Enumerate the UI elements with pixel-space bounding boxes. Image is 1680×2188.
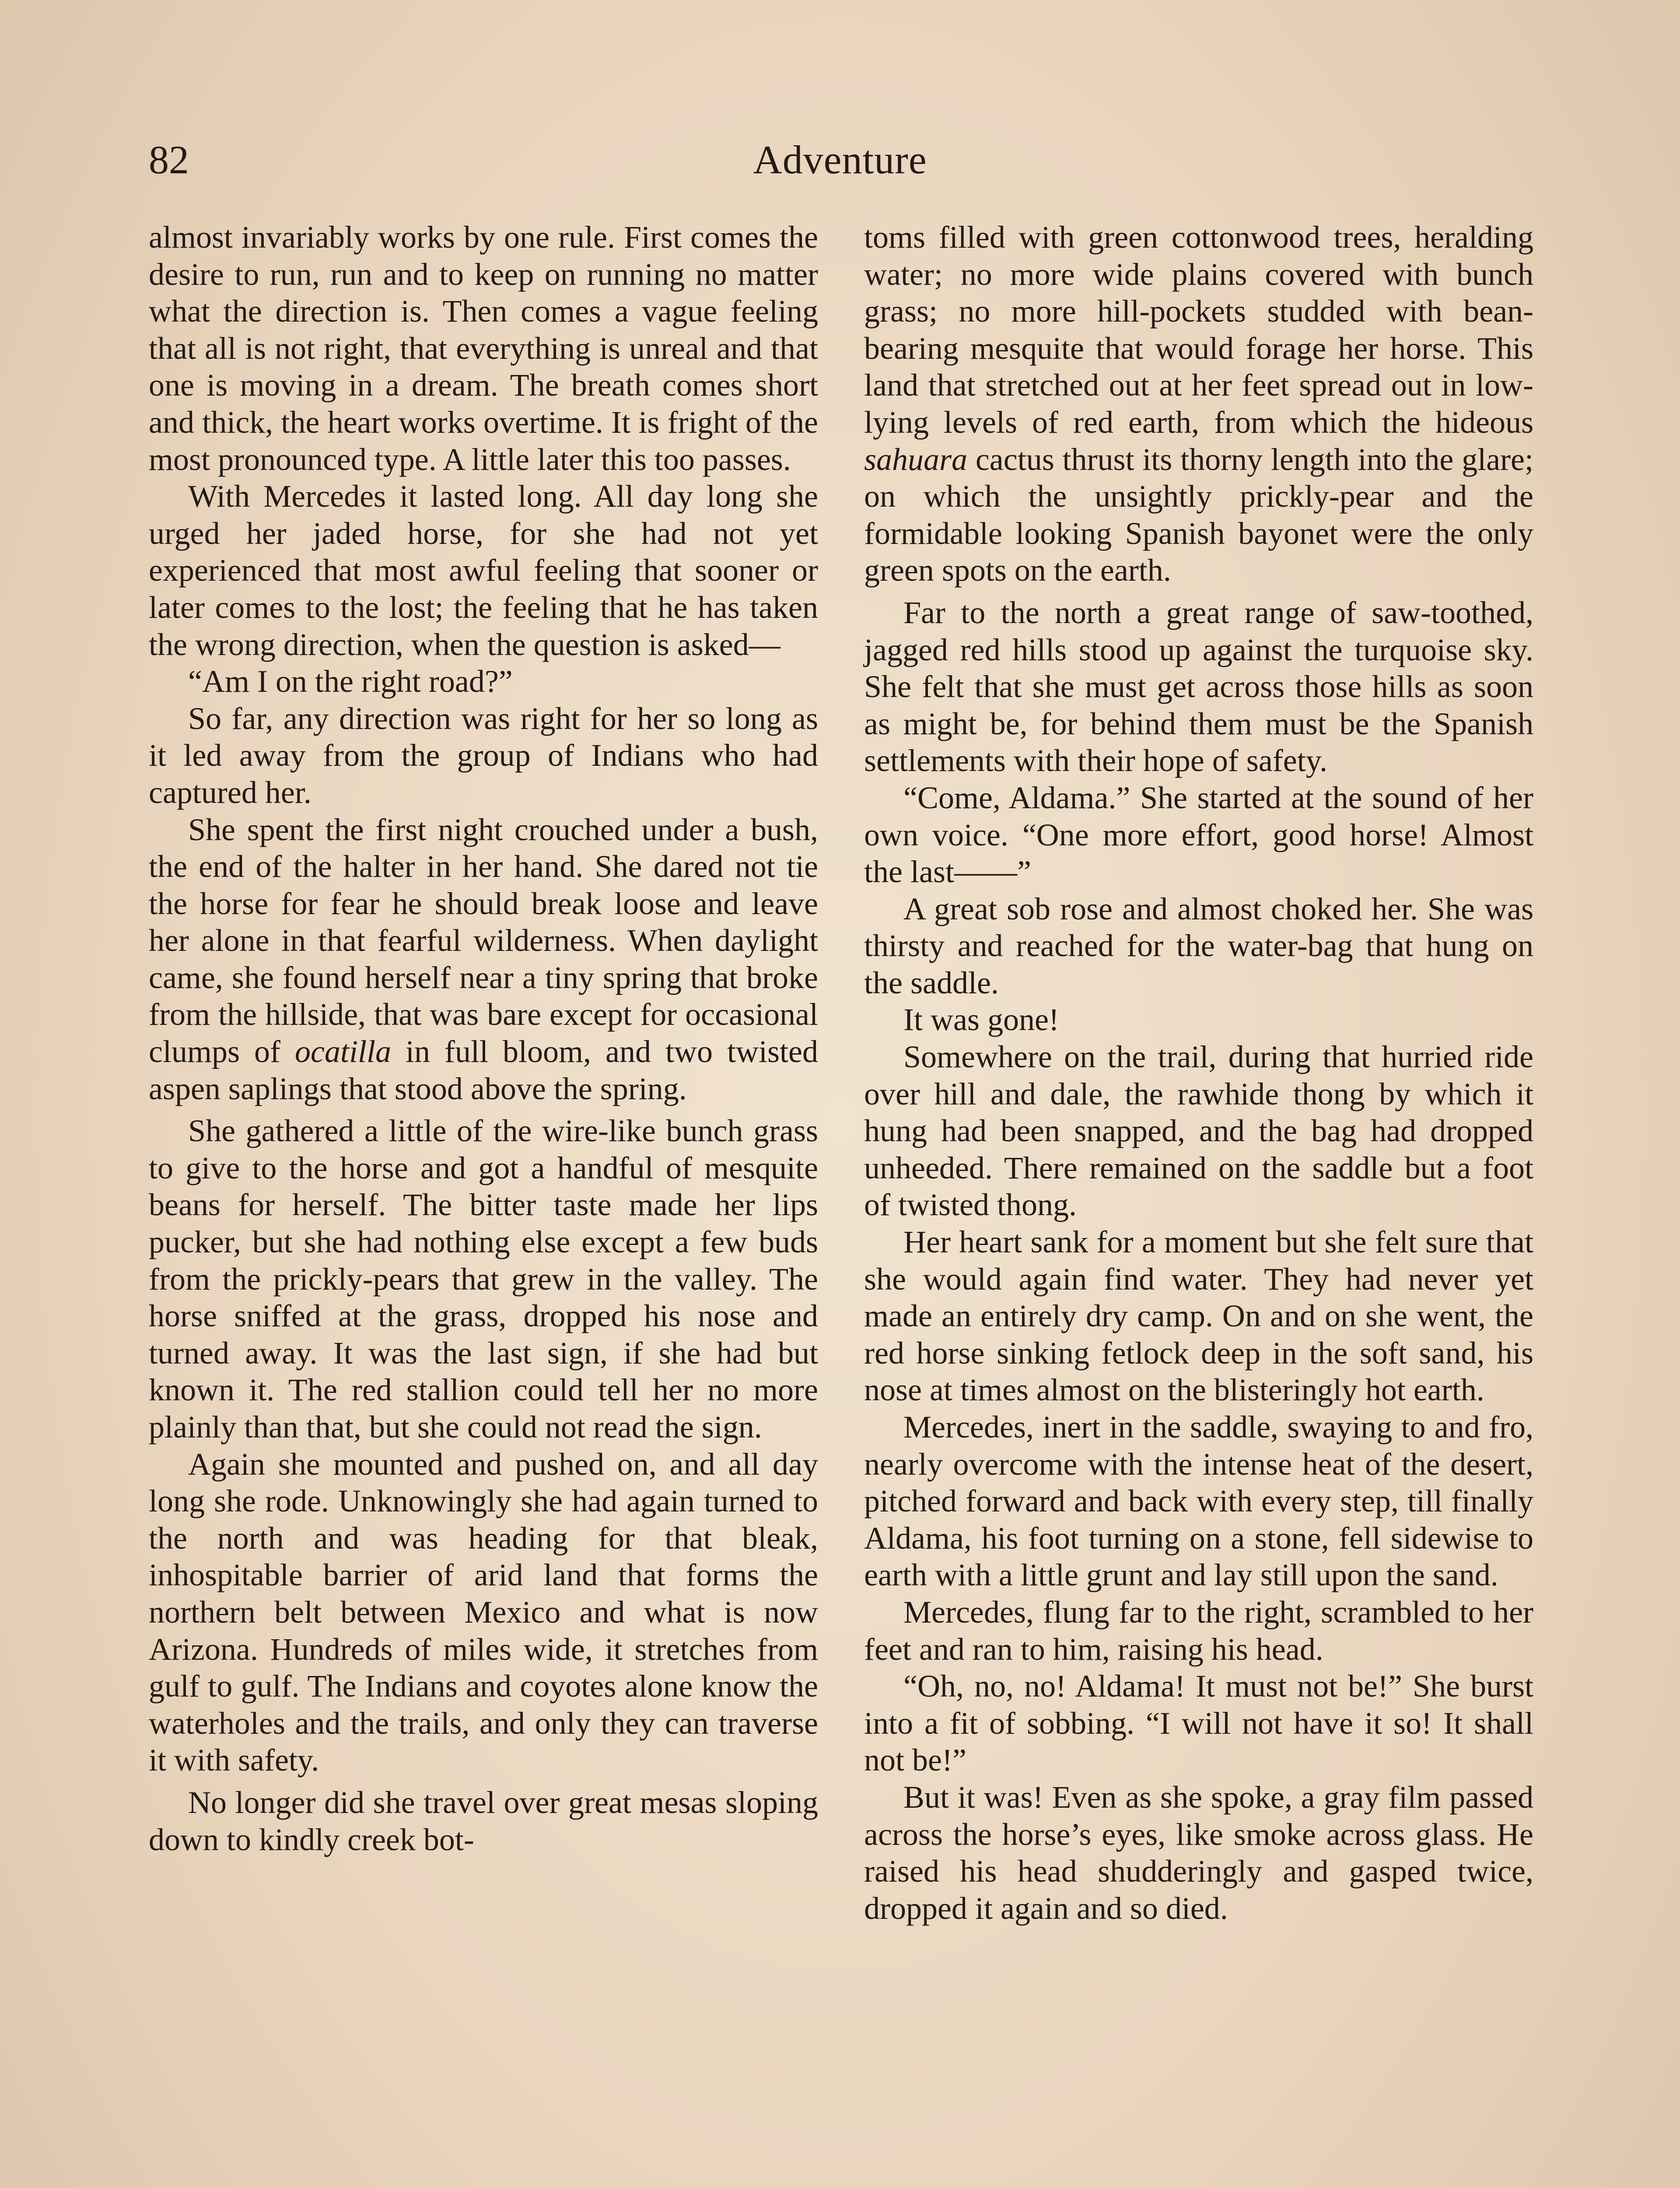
page-number: 82: [149, 137, 189, 182]
italic-term: sahuara: [864, 442, 968, 477]
italic-term: ocatilla: [295, 1034, 391, 1069]
paragraph: “Oh, no, no! Aldama! It must not be!” She burst into a fit of sobbing. “I will not have it so! It shall not be!”: [864, 1669, 1533, 1778]
paragraph: “Am I on the right road?”: [188, 664, 513, 699]
paragraph: Far to the north a great range of saw-toothed, jagged red hills stood up against the turquoise sky. She felt that she must get across those hills as soon as might be, for behind them must be the Spanish settlements with their hope of safety.: [864, 595, 1533, 778]
paragraph: A great sob rose and almost choked her. She was thirsty and reached for the water-bag that hung on the saddle.: [864, 891, 1533, 1000]
paragraph: [864, 219, 1533, 589]
paragraph: Mercedes, flung far to the right, scrambled to her feet and ran to him, raising his head.: [864, 1594, 1533, 1667]
paragraph: It was gone!: [903, 1002, 1059, 1038]
paragraph: Again she mounted and pushed on, and all day long she rode. Unknowingly she had again turned to the north and was heading for that bleak, inhospitable barrier of arid land that forms the northern belt between Mexico and what is now Arizona. Hundreds of miles wide, it stretches from gulf to gulf. The Indians and coyotes alone know the waterholes and the trails, and only they can traverse it with safety.: [149, 1446, 818, 1778]
paragraph: She gathered a little of the wire-like bunch grass to give to the horse and got a handful of mesquite beans for herself. The bitter taste made her lips pucker, but she had nothing else except a few buds from the prickly-pears that grew in the valley. The horse sniffed at the grass, dropped his nose and turned away. It was the last sign, if she had but known it. The red stallion could tell her no more plainly than that, but she could not read the sign.: [149, 1113, 818, 1445]
text-run: in full bloom, and two twisted aspen saplings that stood above the spring.: [149, 1034, 819, 1106]
page-header: [149, 131, 1531, 188]
paragraph: almost invariably works by one rule. First comes the desire to run, run and to keep on running no matter what the direction is. Then comes a vague feeling that all is not right, that everything is unreal and that one is moving in a dream. The breath comes short and thick, the heart works overtime. It is fright of the most pronounced type. A little later this too passes.: [149, 220, 818, 477]
left-column: [149, 219, 818, 1858]
paragraph: With Mercedes it lasted long. All day long she urged her jaded horse, for she had not yet experienced that most awful feeling that sooner or later comes to the lost; the feeling that he has taken the wrong direction, when the question is asked—: [149, 479, 818, 662]
running-title: Adventure: [753, 137, 927, 182]
paragraph: No longer did she travel over great mesas sloping down to kindly creek bot-: [149, 1785, 818, 1857]
paragraph: But it was! Even as she spoke, a gray film passed across the horse’s eyes, like smoke across glass. He raised his head shudderingly and gasped twice, dropped it again and so died.: [864, 1779, 1533, 1926]
text-run: She spent the first night crouched under a bush, the end of the halter in her hand. She dared not tie the horse for fear he should break loose and leave her alone in that fearful wilderness. When daylight came, she found herself near a tiny spring that broke from the hillside, that was bare except for occasional clumps of: [149, 812, 818, 1069]
text-run: cactus thrust its thorny length into the glare; on which the unsightly prickly-pear and the formidable looking Spanish bayonet were the only green spots on the earth.: [864, 442, 1533, 588]
text-run: toms filled with green cottonwood trees, heralding water; no more wide plains covered with bunch grass; no more hill-pockets studded with bean-bearing mesquite that would forage her horse. This land that stretched out at her feet spread out in low-lying levels of red earth, from which the hideous: [864, 220, 1533, 440]
right-column: [864, 219, 1533, 1927]
paragraph: [149, 811, 818, 1108]
paragraph: “Come, Aldama.” She started at the sound of her own voice. “One more effort, good horse! Almost the last——”: [864, 780, 1533, 890]
paragraph: Her heart sank for a moment but she felt sure that she would again find water. They had never yet made an entirely dry camp. On and on she went, the red horse sinking fetlock deep in the soft sand, his nose at times almost on the blisteringly hot earth.: [864, 1224, 1533, 1408]
paragraph: So far, any direction was right for her so long as it led away from the group of Indians who had captured her.: [149, 701, 818, 810]
paragraph: Somewhere on the trail, during that hurried ride over hill and dale, the rawhide thong by which it hung had been snapped, and the bag had dropped unheeded. There remained on the saddle but a foot of twisted thong.: [864, 1039, 1533, 1223]
paragraph: Mercedes, inert in the saddle, swaying to and fro, nearly overcome with the intense heat of the desert, pitched forward and back with every step, till finally Aldama, his foot turning on a stone, fell sidewise to earth with a little grunt and lay still upon the sand.: [864, 1410, 1533, 1593]
